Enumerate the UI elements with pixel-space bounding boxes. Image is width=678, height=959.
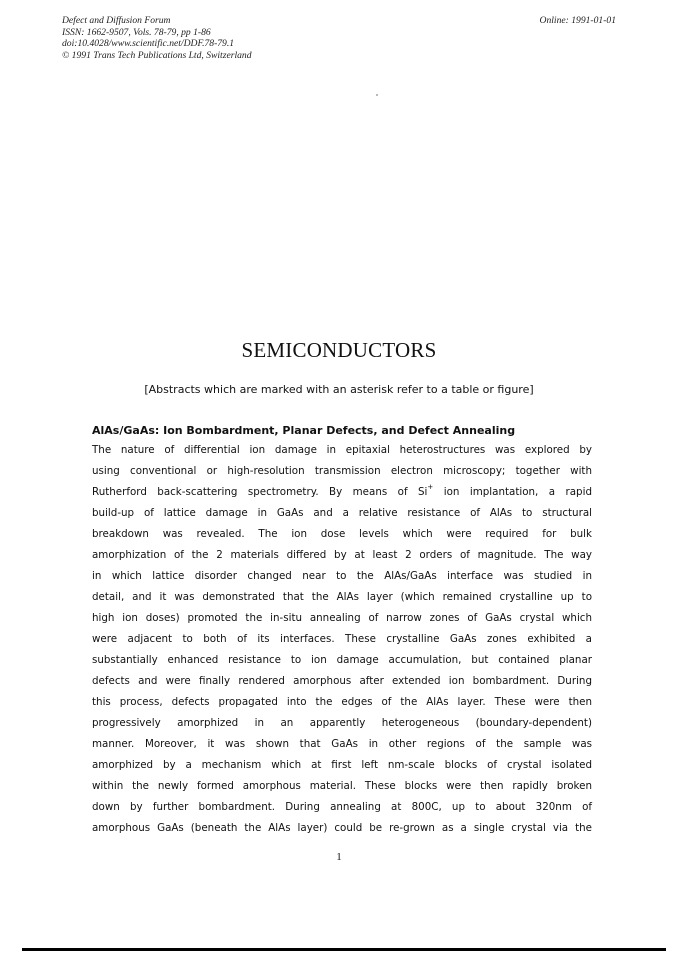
abstract-line-part: Rutherford back-scattering spectrometry. By means of Si (92, 486, 428, 498)
abstract-line: The nature of differential ion damage in epitaxial heterostructures was explored by (92, 444, 592, 456)
abstract-line: high ion doses) promoted the in-situ annealing of narrow zones of GaAs crystal which (92, 612, 592, 624)
abstract-line: amorphization of the 2 materials differed by at least 2 orders of magnitude. The way (92, 549, 592, 561)
abstract-line: amorphous GaAs (beneath the AlAs layer) could be re-grown as a single crystal via the (92, 822, 592, 834)
asterisk-note: [Abstracts which are marked with an asterisk refer to a table or figure] (144, 383, 534, 396)
issn-line: ISSN: 1662-9507, Vols. 78-79, pp 1-86 (62, 26, 211, 38)
abstract-line: manner. Moreover, it was shown that GaAs in other regions of the sample was (92, 738, 592, 750)
abstract-line: this process, defects propagated into the edges of the AlAs layer. These were then (92, 696, 592, 708)
abstract-line: build-up of lattice damage in GaAs and a relative resistance of AlAs to structural (92, 507, 592, 519)
abstract-line: defects and were finally rendered amorphous after extended ion bombardment. During (92, 675, 592, 687)
online-date: Online: 1991-01-01 (539, 15, 616, 26)
footer-rule (22, 948, 666, 951)
abstract-line: progressively amorphized in an apparently heterogeneous (boundary-dependent) (92, 717, 592, 729)
abstract-line: amorphized by a mechanism which at first left nm-scale blocks of crystal isolated (92, 759, 592, 771)
abstract-line: substantially enhanced resistance to ion damage accumulation, but contained planar (92, 654, 592, 666)
journal-name: Defect and Diffusion Forum (62, 15, 171, 26)
abstract-line: using conventional or high-resolution transmission electron microscopy; together with (92, 465, 592, 477)
abstract-line-part: ion implantation, a rapid (433, 486, 592, 498)
abstract-line: in which lattice disorder changed near to the AlAs/GaAs interface was studied in (92, 570, 592, 582)
abstract-line: detail, and it was demonstrated that the AlAs layer (which remained crystalline up to (92, 591, 592, 603)
publication-info (62, 15, 252, 61)
abstract-body (92, 440, 592, 839)
abstract-line: within the newly formed amorphous material. These blocks were then rapidly broken (92, 780, 592, 792)
superscript-plus: + (427, 483, 434, 491)
abstract-line: down by further bombardment. During annealing at 800C, up to about 320nm of (92, 801, 592, 813)
abstract-heading: AlAs/GaAs: Ion Bombardment, Planar Defects, and Defect Annealing (92, 424, 516, 437)
doi-line: doi:10.4028/www.scientific.net/DDF.78-79.1 (62, 38, 235, 50)
page-number: 1 (336, 851, 342, 863)
scan-speck (376, 94, 378, 96)
abstract-line (92, 482, 592, 503)
section-title: SEMICONDUCTORS (241, 338, 437, 362)
copyright-line: © 1991 Trans Tech Publications Ltd, Switzerland (62, 49, 252, 61)
abstract-line: breakdown was revealed. The ion dose levels which were required for bulk (92, 528, 592, 540)
abstract-line: were adjacent to both of its interfaces. These crystalline GaAs zones exhibited a (92, 633, 592, 645)
